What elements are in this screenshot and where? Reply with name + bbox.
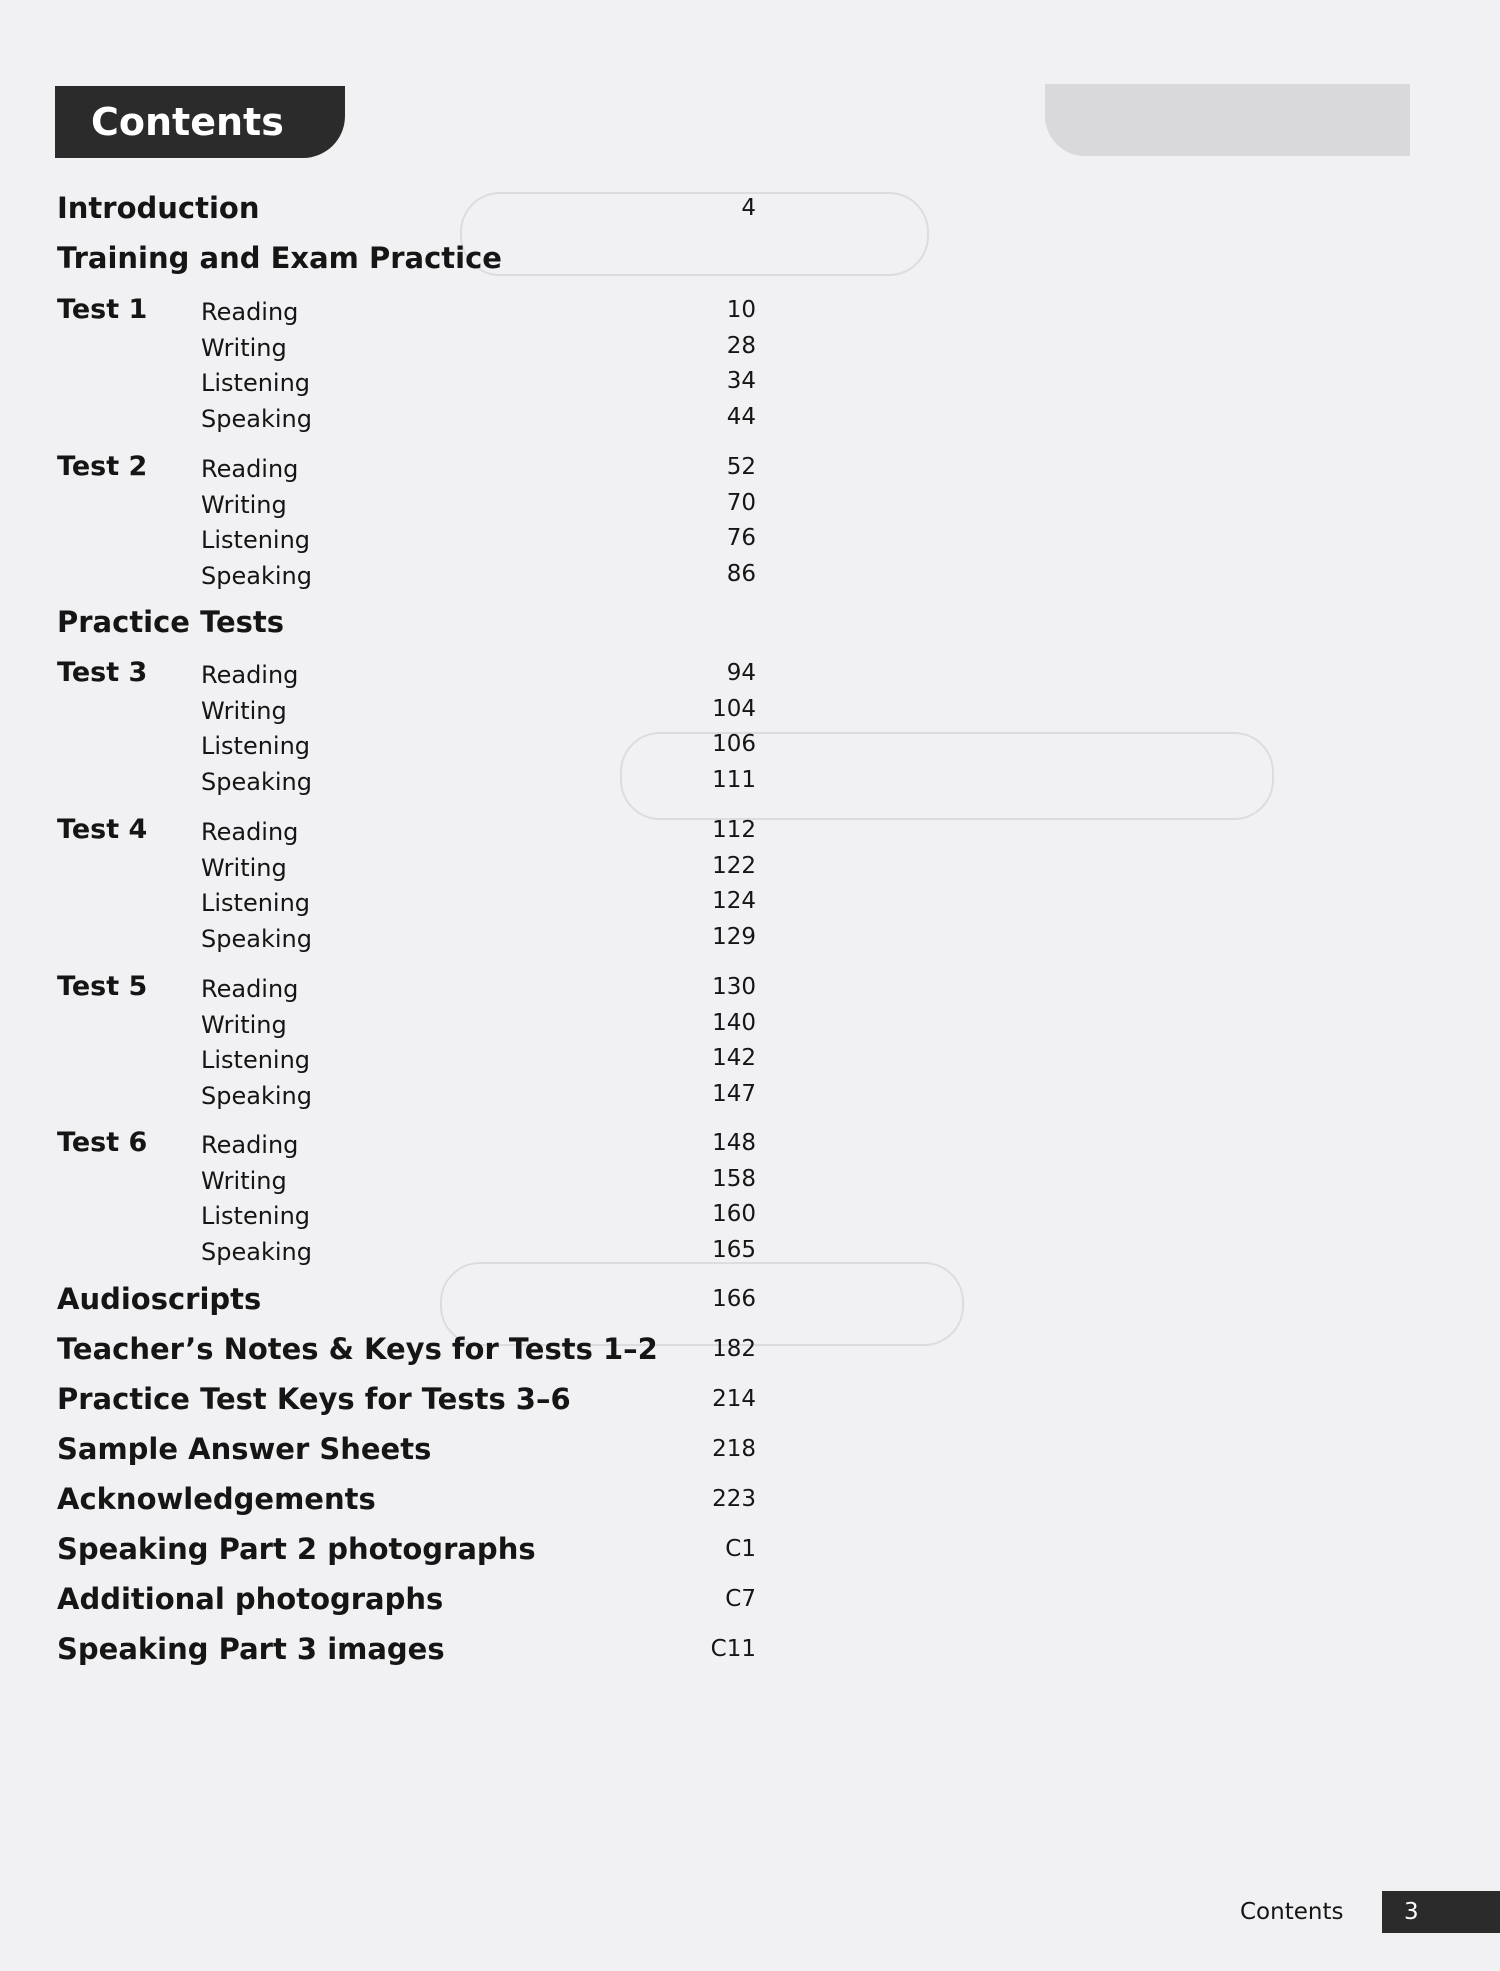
toc-paper-label: Writing [201,696,287,725]
toc-paper-label: Writing [201,1010,287,1039]
toc-test-row [0,812,1500,848]
contents-heading: Contents [55,86,345,158]
toc-test-title: Test 6 [57,1127,148,1158]
toc-test-title: Test 1 [57,294,148,325]
toc-paper-label: Reading [201,975,299,1003]
toc-page-number: 148 [712,1130,756,1156]
toc-section-title: Practice Test Keys for Tests 3–6 [57,1382,571,1416]
toc-page-number: 140 [712,1009,756,1036]
toc-section-row [0,1381,1500,1417]
toc-section-row [0,1431,1500,1467]
toc-paper-label: Listening [201,1202,311,1231]
toc-test-row [0,1232,1500,1268]
toc-page-number: 218 [712,1436,756,1462]
toc-page-number: 28 [726,332,756,359]
toc-page-number: C7 [725,1586,756,1612]
toc-test-title: Test 4 [57,814,148,845]
toc-test-row [0,328,1500,364]
toc-page-number: 76 [726,525,756,552]
footer-label: Contents [1240,1899,1344,1925]
toc-paper-label: Speaking [201,404,312,433]
toc-section-row [0,1531,1500,1567]
toc-test-row [0,1125,1500,1161]
toc-test-row [0,726,1500,762]
toc-page-number: 223 [712,1486,756,1512]
toc-page-number: 122 [712,852,756,879]
toc-paper-label: Speaking [201,767,312,796]
toc-paper-label: Listening [201,1046,311,1075]
toc-page-number: 214 [712,1386,756,1412]
toc-page-number: 129 [712,923,756,950]
toc-section-row [0,190,1500,226]
toc-page-number: 104 [712,695,756,722]
toc-section-row [0,1481,1500,1517]
toc-page-number: 142 [712,1045,756,1072]
toc-page-number: 112 [712,817,756,843]
toc-page-number: 166 [712,1286,756,1312]
toc-page-number: 70 [726,489,756,516]
show-through-banner [1045,84,1410,156]
toc-test-row [0,919,1500,955]
toc-page-number: 182 [712,1336,756,1362]
toc-paper-label: Reading [201,661,299,689]
toc-test-row [0,883,1500,919]
toc-section-title: Teacher’s Notes & Keys for Tests 1–2 [57,1332,658,1366]
toc-page-number: 10 [726,297,756,323]
toc-test-row [0,556,1500,592]
toc-page-number: 165 [712,1236,756,1263]
toc-section-title: Practice Tests [57,605,285,639]
toc-test-row [0,520,1500,556]
toc-page-number: 130 [712,974,756,1000]
toc-test-title: Test 3 [57,657,148,688]
toc-page-number: 160 [712,1201,756,1228]
toc-test-row [0,969,1500,1005]
toc-paper-label: Listening [201,732,311,761]
toc-paper-label: Writing [201,490,287,519]
toc-page-number: 4 [741,195,756,221]
toc-page-number: 124 [712,888,756,915]
toc-test-row [0,292,1500,328]
toc-test-row [0,1040,1500,1076]
toc-test-row [0,691,1500,727]
toc-page-number: 34 [726,368,756,395]
toc-page-number: 44 [726,403,756,430]
toc-section-title: Sample Answer Sheets [57,1432,432,1466]
toc-test-row [0,485,1500,521]
toc-section-title: Speaking Part 2 photographs [57,1532,536,1566]
toc-paper-label: Listening [201,526,311,555]
toc-test-title: Test 2 [57,451,148,482]
toc-test-row [0,655,1500,691]
toc-section-row [0,1281,1500,1317]
toc-section-row [0,1581,1500,1617]
toc-paper-label: Speaking [201,561,312,590]
toc-paper-label: Listening [201,889,311,918]
toc-paper-label: Writing [201,1166,287,1195]
toc-page-number: 158 [712,1165,756,1192]
toc-page-number: 111 [712,766,756,793]
toc-test-row [0,449,1500,485]
toc-test-row [0,848,1500,884]
toc-section-title: Additional photographs [57,1582,444,1616]
toc-section-row [0,604,1500,640]
toc-page-number: C1 [725,1536,756,1562]
toc-section-title: Acknowledgements [57,1482,376,1516]
toc-page-number: C11 [710,1636,756,1662]
toc-paper-label: Speaking [201,1081,312,1110]
toc-paper-label: Reading [201,455,299,483]
toc-paper-label: Listening [201,369,311,398]
toc-test-row [0,363,1500,399]
toc-test-row [0,1005,1500,1041]
toc-section-row [0,240,1500,276]
toc-paper-label: Speaking [201,1237,312,1266]
toc-paper-label: Reading [201,1131,299,1159]
toc-test-title: Test 5 [57,971,148,1002]
toc-page-number: 94 [726,660,756,686]
toc-paper-label: Reading [201,818,299,846]
toc-section-title: Speaking Part 3 images [57,1632,445,1666]
toc-paper-label: Speaking [201,924,312,953]
toc-section-title: Training and Exam Practice [57,241,502,275]
toc-paper-label: Writing [201,333,287,362]
toc-test-row [0,1076,1500,1112]
toc-page-number: 147 [712,1080,756,1107]
toc-section-title: Introduction [57,191,260,225]
toc-test-row [0,1161,1500,1197]
page-number: 3 [1382,1891,1500,1933]
toc-paper-label: Reading [201,298,299,326]
toc-section-row [0,1631,1500,1667]
toc-test-row [0,1196,1500,1232]
toc-section-row [0,1331,1500,1367]
toc-page-number: 86 [726,560,756,587]
toc-paper-label: Writing [201,853,287,882]
toc-test-row [0,399,1500,435]
toc-test-row [0,762,1500,798]
toc-page-number: 52 [726,454,756,480]
toc-page-number: 106 [712,731,756,758]
toc-section-title: Audioscripts [57,1282,262,1316]
